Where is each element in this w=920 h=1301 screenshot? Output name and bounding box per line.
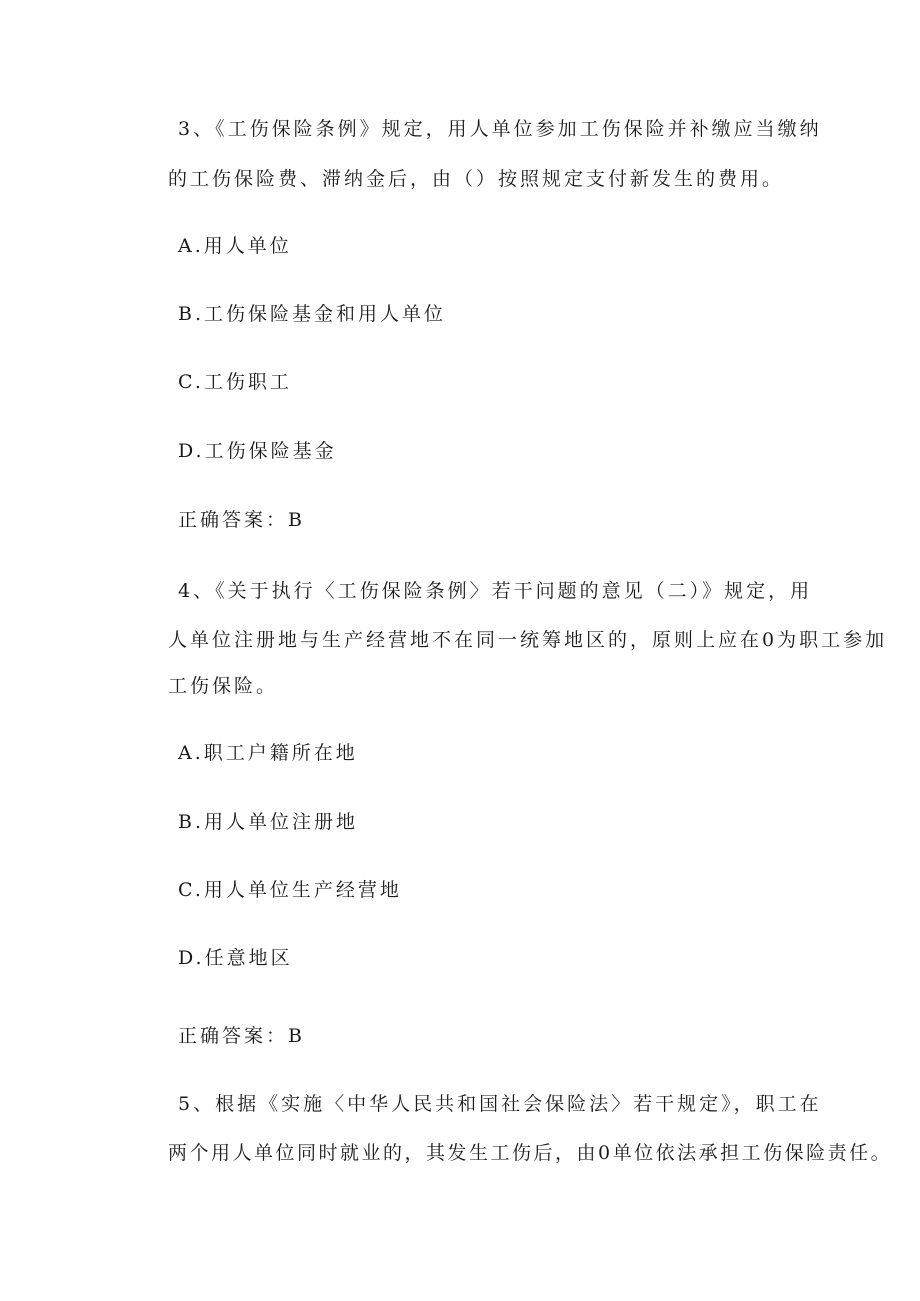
question-3-answer: 正确答案：B	[178, 509, 305, 531]
question-4-line-3: 工伤保险。	[168, 675, 279, 697]
question-4-option-d: D.任意地区	[178, 947, 293, 969]
question-3-option-a: A.用人单位	[178, 235, 292, 257]
question-5-line-2: 两个用人单位同时就业的，其发生工伤后，由0单位依法承担工伤保险责任。	[168, 1142, 893, 1164]
question-4-line-2: 人单位注册地与生产经营地不在同一统筹地区的，原则上应在0为职工参加	[168, 629, 888, 651]
question-5-line-1: 5、根据《实施〈中华人民共和国社会保险法〉若干规定》，职工在	[178, 1093, 822, 1115]
question-4-option-b: B.用人单位注册地	[178, 811, 359, 833]
question-3-option-d: D.工伤保险基金	[178, 440, 337, 462]
question-4-option-a: A.职工户籍所在地	[178, 742, 358, 764]
question-3-option-b: B.工伤保险基金和用人单位	[178, 303, 447, 325]
question-4-answer: 正确答案：B	[178, 1025, 305, 1047]
question-3-line-1: 3、《工伤保险条例》规定，用人单位参加工伤保险并补缴应当缴纳	[178, 118, 822, 140]
question-4-line-1: 4、《关于执行〈工伤保险条例〉若干问题的意见（二）》规定，用	[178, 580, 813, 602]
question-3-line-2: 的工伤保险费、滞纳金后，由（）按照规定支付新发生的费用。	[168, 168, 785, 190]
question-3-option-c: C.工伤职工	[178, 371, 292, 393]
question-4-option-c: C.用人单位生产经营地	[178, 879, 402, 901]
